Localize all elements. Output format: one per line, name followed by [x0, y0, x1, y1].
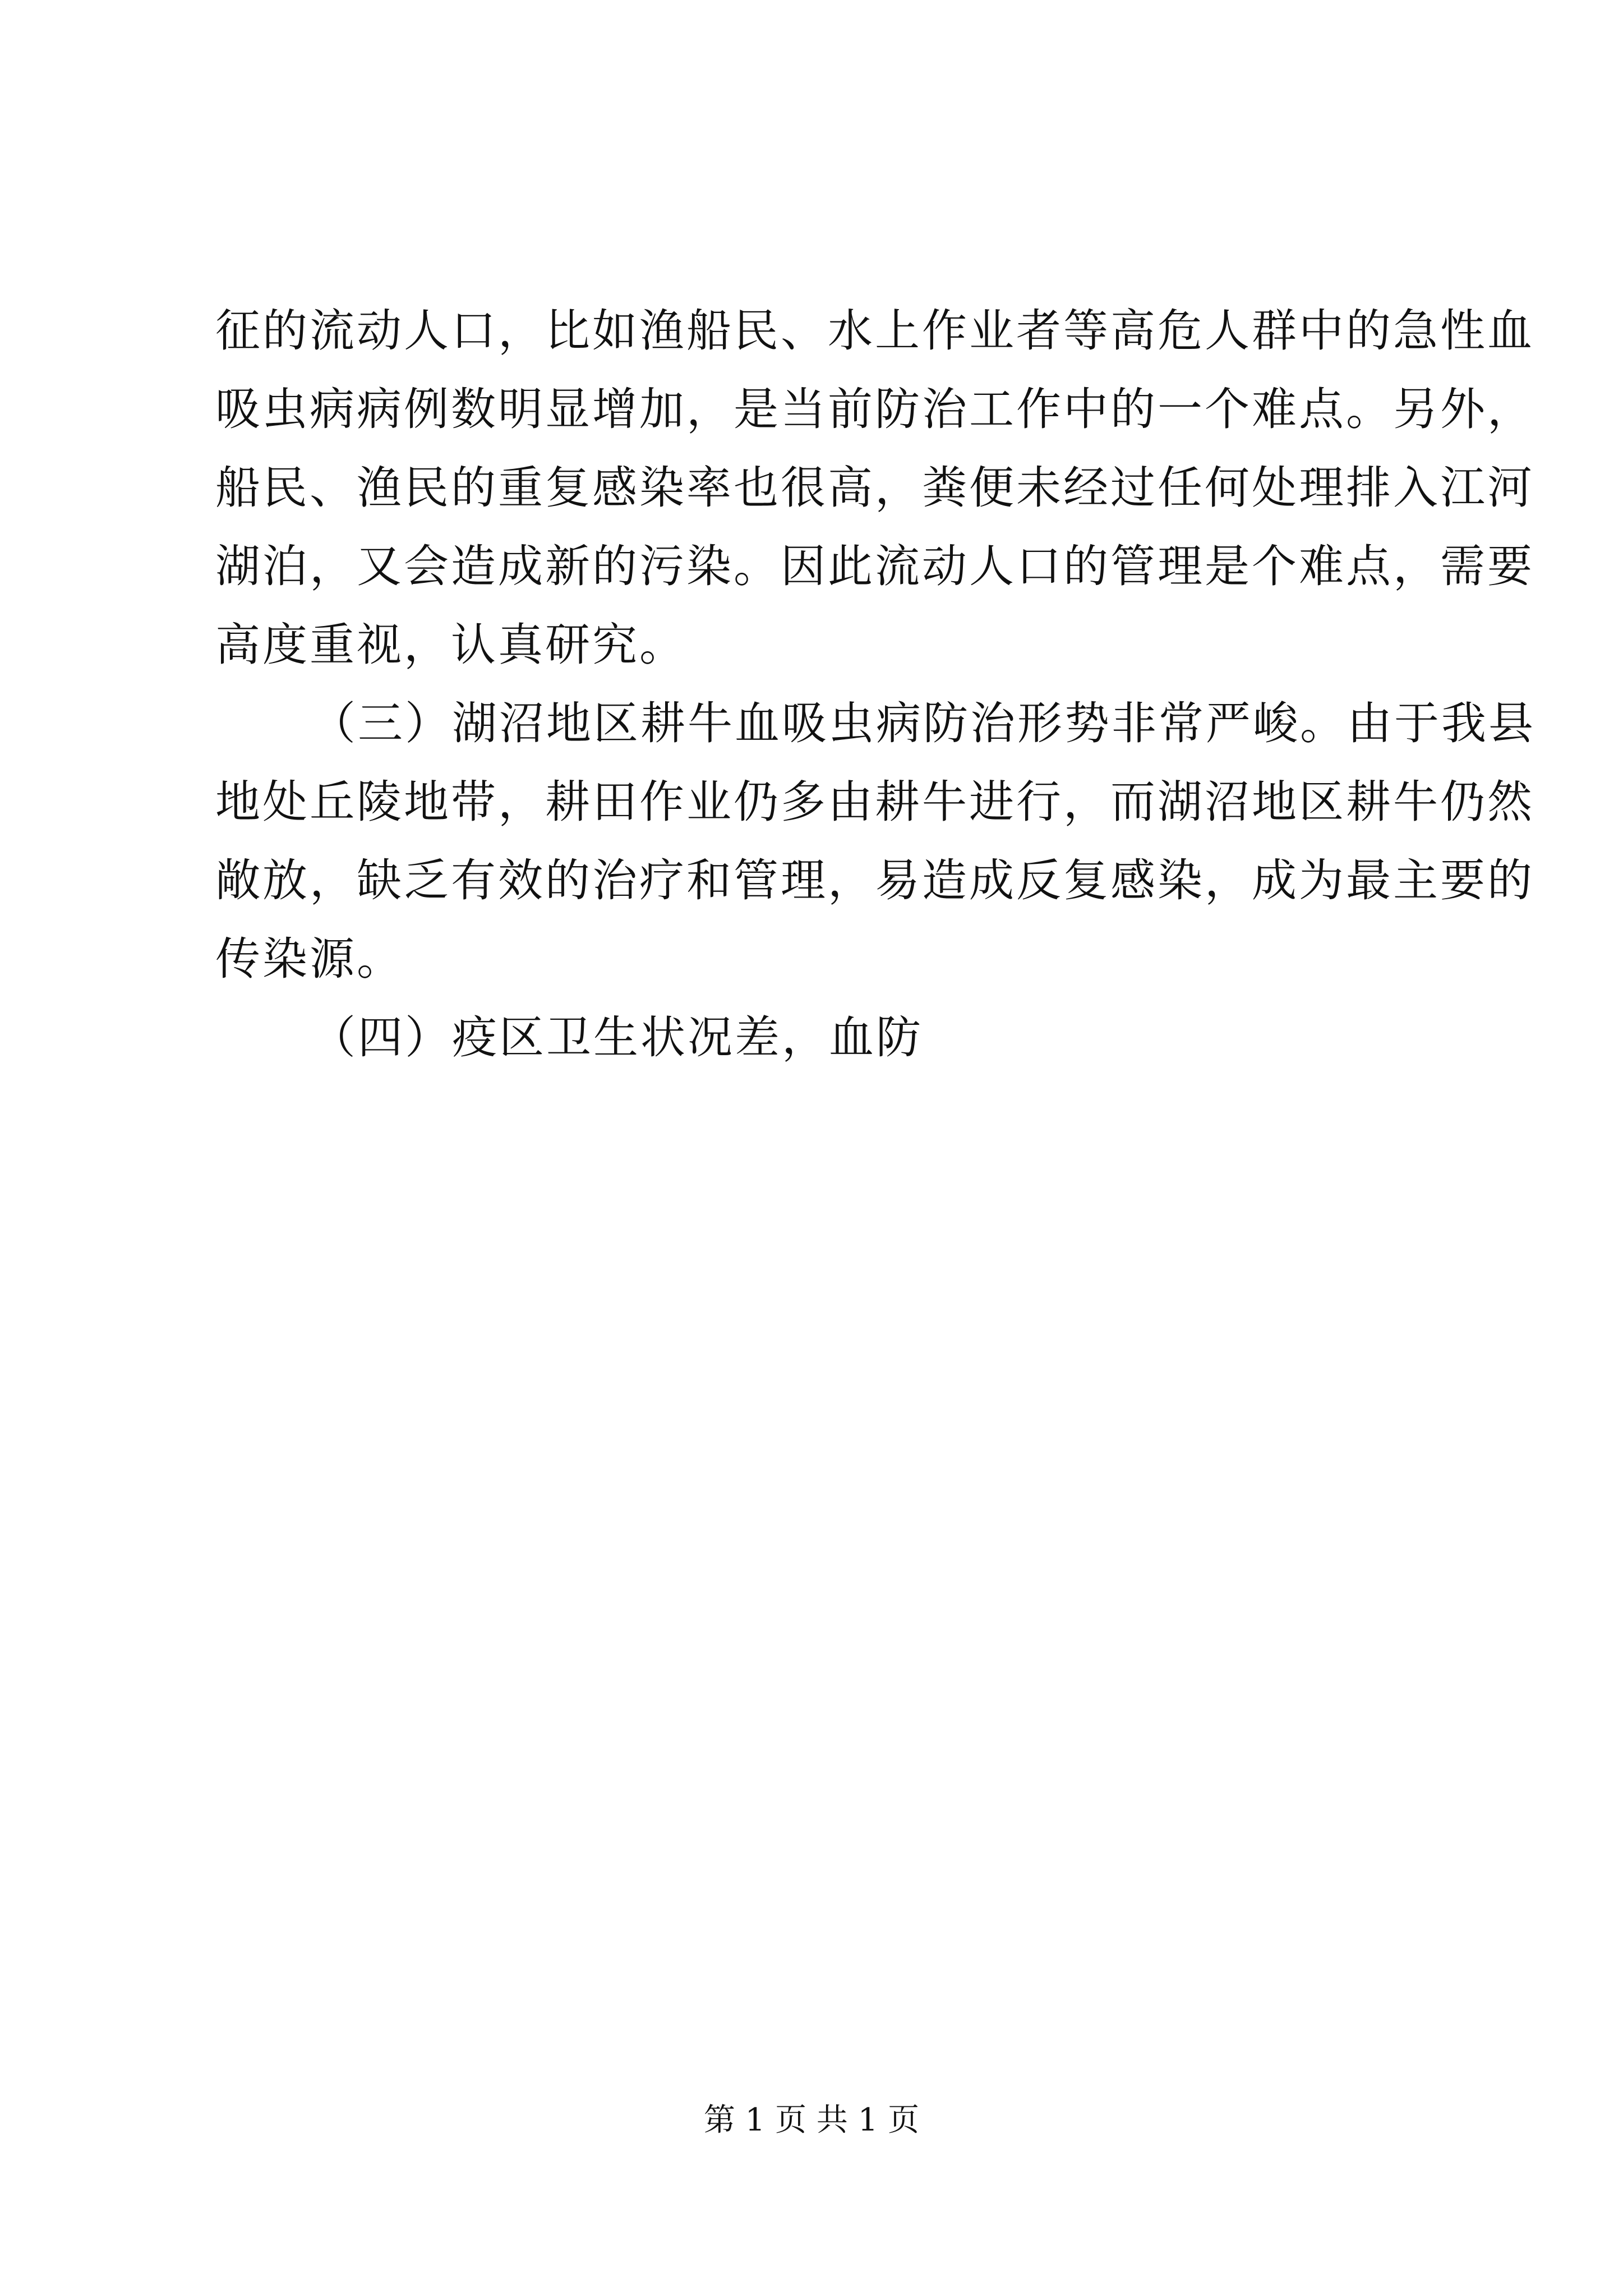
section-heading-line: （三）湖沼地区耕牛血吸虫病防治形势非常严峻。由于我县 [311, 697, 1536, 749]
paragraph-line: 船民、渔民的重复感染率也很高，粪便未经过任何处理排入江河 [215, 462, 1534, 514]
paragraph-line: 湖泊，又会造成新的污染。因此流动人口的管理是个难点，需要 [215, 540, 1534, 592]
paragraph-line: 敞放，缺乏有效的治疗和管理，易造成反复感染，成为最主要的 [215, 854, 1534, 907]
paragraph-line: 高度重视，认真研究。 [215, 619, 686, 671]
page-footer: 第 1 页 共 1 页 [703, 2102, 920, 2138]
paragraph-line: 地处丘陵地带，耕田作业仍多由耕牛进行，而湖沼地区耕牛仍然 [215, 776, 1534, 828]
paragraph-line: 征的流动人口，比如渔船民、水上作业者等高危人群中的急性血 [215, 305, 1534, 357]
document-body [215, 292, 1536, 1077]
section-heading-line: （四）疫区卫生状况差，血防 [311, 1011, 923, 1064]
paragraph-line: 吸虫病病例数明显增加，是当前防治工作中的一个难点。另外， [215, 383, 1534, 435]
paragraph-line: 传染源。 [215, 933, 404, 985]
